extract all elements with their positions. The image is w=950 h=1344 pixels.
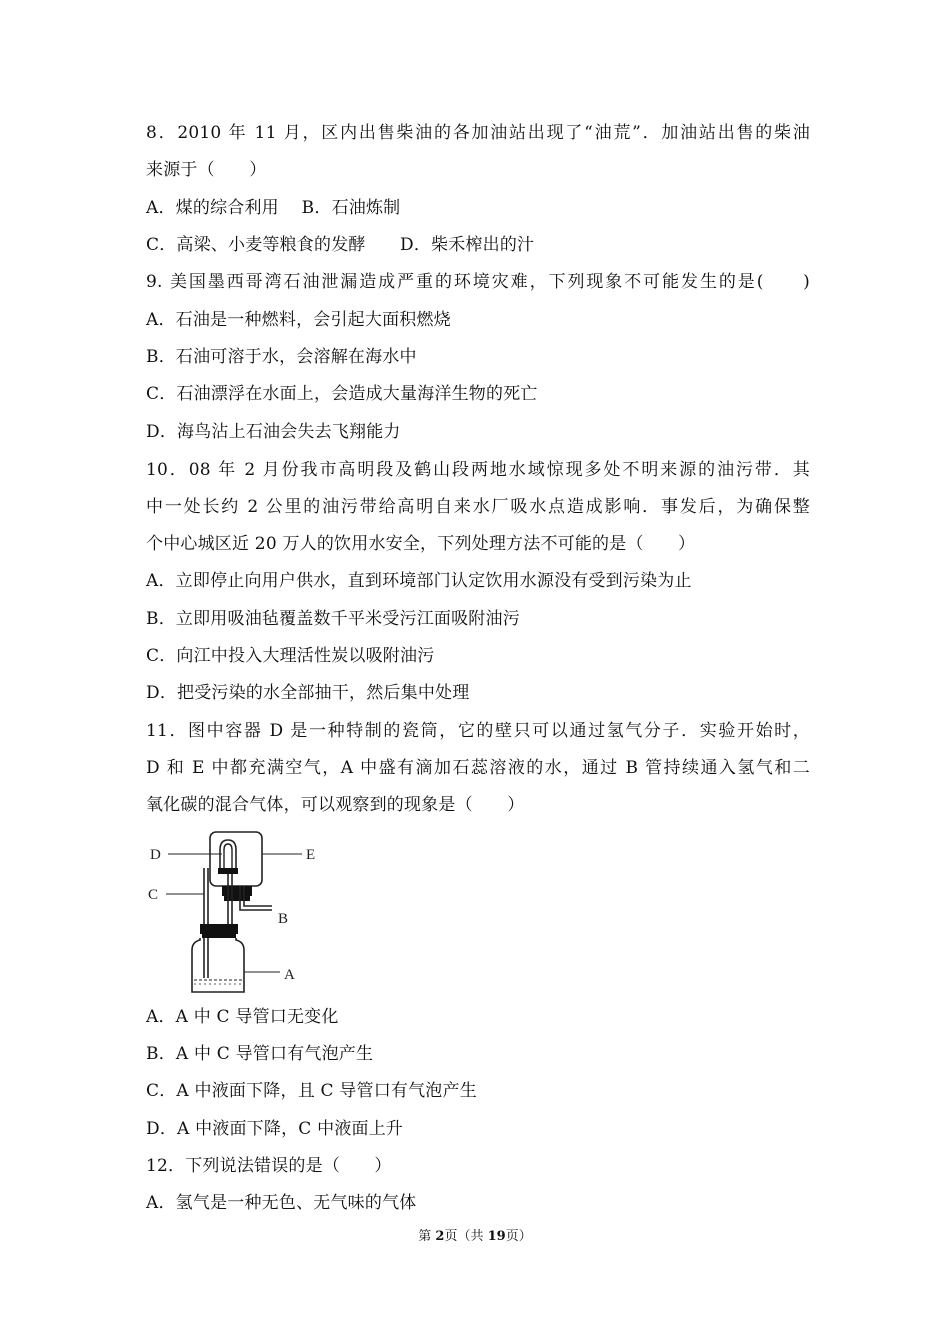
q9-option-d: D．海鸟沾上石油会失去飞翔能力 [146,422,401,442]
label-d: D [150,847,161,863]
footer-page-number: 2 [435,1229,445,1244]
label-a: A [284,967,295,983]
q9-option-b: B．石油可溶于水，会溶解在海水中 [146,347,417,367]
footer-total-pages: 19 [487,1229,506,1244]
q11-option-c: C．A 中液面下降，且 C 导管口有气泡产生 [146,1081,477,1101]
stopper-a [200,924,238,934]
stopper-e [222,886,252,896]
label-c: C [148,887,159,903]
q11-option-d: D．A 中液面下降，C 中液面上升 [146,1119,404,1139]
q10-stem-line3: 个中心城区近 20 万人的饮用水安全，下列处理方法不可能的是（ ） [146,534,696,554]
q12-stem: 12．下列说法错误的是（ ） [146,1156,392,1176]
q10-stem-line2: 中一处长约 2 公里的油污带给高明自来水厂吸水点造成影响．事发后，为确保整 [146,497,810,517]
q11-option-a: A．A 中 C 导管口无变化 [146,1007,339,1027]
page-footer [0,1228,950,1246]
q9-stem: 9. 美国墨西哥湾石油泄漏造成严重的环境灾难，下列现象不可能发生的是( ) [146,272,810,292]
q12-option-a: A．氢气是一种无色、无气味的气体 [146,1193,417,1213]
footer-suffix: 页） [505,1229,532,1244]
q11-stem-line1: 11．图中容器 D 是一种特制的瓷筒，它的壁只可以通过氢气分子．实验开始时， [146,721,810,741]
q8-stem-line1: 8．2010 年 11 月，区内出售柴油的各加油站出现了“油荒”．加油站出售的柴油 [146,123,810,143]
q10-stem-line1: 10．08 年 2 月份我市高明段及鹤山段两地水域惊现多处不明来源的油污带．其 [146,460,810,480]
q10-option-a: A．立即停止向用户供水，直到环境部门认定饮用水源没有受到污染为止 [146,571,692,591]
q9-option-c: C．石油漂浮在水面上，会造成大量海洋生物的死亡 [146,384,538,404]
q10-option-c: C．向江中投入大理活性炭以吸附油污 [146,646,435,666]
q8-options-line2: C．高梁、小麦等粮食的发酵 D．柴禾榨出的汁 [146,235,535,255]
q8-options-line1: A．煤的综合利用 B．石油炼制 [146,198,401,218]
footer-middle: 页（共 [444,1229,488,1244]
footer-prefix: 第 [418,1229,436,1244]
q11-option-b: B．A 中 C 导管口有气泡产生 [146,1044,374,1064]
q8-stem-line2: 来源于（ ） [146,160,267,180]
label-b: B [278,911,289,927]
q9-option-a: A．石油是一种燃料，会引起大面积燃烧 [146,310,451,330]
q11-stem-line3: 氧化碳的混合气体，可以观察到的现象是（ ） [146,795,525,815]
apparatus-diagram [144,828,326,996]
q10-option-d: D．把受污染的水全部抽干，然后集中处理 [146,683,470,703]
q11-stem-line2: D 和 E 中都充满空气，A 中盛有滴加石蕊溶液的水，通过 B 管持续通入氢气和二 [146,758,810,778]
q10-option-b: B．立即用吸油毡覆盖数千平米受污江面吸附油污 [146,609,520,629]
label-e: E [306,847,316,863]
